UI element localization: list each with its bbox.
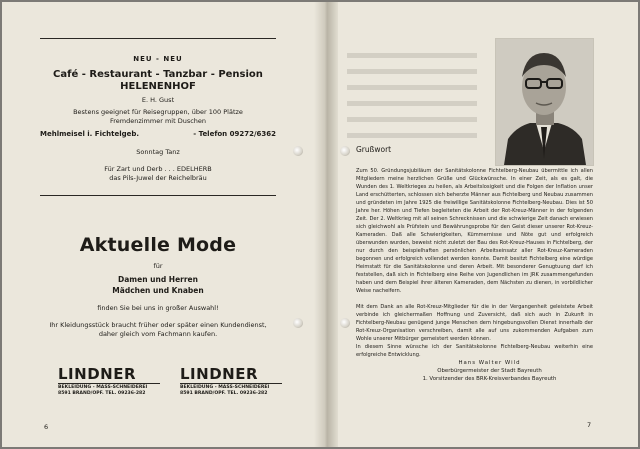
lindner-logo [180, 367, 282, 397]
portrait-photo [495, 38, 594, 166]
fashion-for: für [153, 262, 163, 270]
fashion-line-1: Damen und Herren [118, 275, 198, 284]
signature-role-1: Oberbürgermeister der Stadt Bayreuth [437, 368, 542, 374]
divider-rule [40, 195, 276, 196]
paragraph: In diesem Sinne wünsche ich der Sanitätskolonne Fichtelberg-Neubau weiterhin eine erfolgreiche Entwicklung. [356, 344, 593, 358]
booklet-spine [314, 2, 338, 447]
logo-tagline: BEKLEIDUNG - MASS-SCHNEIDEREI [180, 383, 282, 391]
fashion-tagline: finden Sie bei uns in großer Auswahl! [97, 304, 219, 312]
logo-name: LINDNER [180, 365, 258, 383]
signature-name: Hans Walter Wild [458, 360, 521, 366]
top-rule [40, 38, 276, 39]
ad-owner: E. H. Gust [141, 96, 175, 104]
signature-block [386, 359, 593, 383]
fashion-slogan-2: daher gleich vom Fachmann kaufen. [98, 330, 218, 338]
binding-hole-right [340, 318, 350, 328]
fashion-line-2: Mädchen und Knaben [112, 286, 204, 295]
logo-tagline: BEKLEIDUNG - MASS-SCHNEIDEREI [58, 383, 160, 391]
ad-business-type: Café - Restaurant - Tanzbar - Pension [53, 69, 263, 80]
fashion-heading: Aktuelle Mode [79, 234, 237, 256]
page-heading: Grußwort [356, 145, 392, 154]
page-number-left: 6 [44, 423, 49, 431]
ad-new-label: NEU - NEU [133, 55, 183, 63]
logo-address: 8591 BRAND/OPF. TEL. 09236-282 [58, 391, 146, 396]
ad-description-1: Bestens geeignet für Reisegruppen, über 100 Plätze [73, 108, 243, 116]
binding-hole-right [340, 146, 350, 156]
lindner-logo [58, 367, 160, 397]
ad-contact-line [40, 130, 276, 142]
paragraph: Zum 50. Gründungsjubiläum der Sanitätskolonne Fichtelberg-Neubau übermittle ich allen Mitgliedern meine herzlichen Grüße und Glückwünsche. In einer Zeit, als es galt, die Wunden des 1. Weltkrieges zu heilen, als Arbeitslosigkeit und die Folgen der Inflation unser Land erschütterten, schlossen sich beherzte Männer aus Fichtelberg und Neubau zusammen und gründeten im Jahre 1925 die freiwillige Sanitätskolonne Fichtelberg-Neubau. Dies ist 50 Jahre her. Höhen und Tiefen begleiteten die Arbeit der Rot-Kreuz-Männer in der folgenden Zeit. Der 2. Weltkrieg mit all seinen Schrecknissen und die schwierige Zeit danach erwiesen sich gleichwohl als Prüfstein und Bewährungsprobe für den Geist dieser unserer Rot-Kreuz-Kameraden. Daß alle Schwierigkeiten, Kümmernisse und Nöte gut und erfolgreich überwunden wurden, beweist nicht zuletzt der Bau des Rot-Kreuz-Hauses in Fichtelberg, der nur durch den beispielhaften persönlichen Arbeitseinsatz aller Rot-Kreuz-Kameraden begonnen und erfolgreich vollendet werden konnte. Damit besitzt Fichtelberg eine würdige Heimstatt für die Sanitätskolonne und deren Arbeit. Mit besonderer Genugtuung darf ich feststellen, daß sich in Fichtelberg eine Reihe von Jugendlichen im JRK zusammengefunden haben und dem Beispiel ihrer älteren Kameraden, dem Nächsten zu dienen, in vorbildlicher Weise nacheifern. [356, 168, 593, 294]
left-page-ads [40, 38, 276, 339]
ad-business-name: HELENENHOF [120, 81, 196, 92]
ad-phone: - Telefon 09272/6362 [193, 130, 276, 138]
ad-hours: Sonntag Tanz [136, 148, 180, 156]
fashion-slogan-1: Ihr Kleidungsstück braucht früher oder später einen Kundendienst, [49, 321, 267, 329]
ad-beer-line-2: das Pils-Juwel der Reichelbräu [109, 174, 207, 182]
greeting-text [356, 167, 593, 383]
binding-hole-left [293, 318, 303, 328]
page-number-right: 7 [587, 421, 592, 429]
lindner-logos [58, 367, 278, 397]
binding-hole-left [293, 146, 303, 156]
paragraph: Mit dem Dank an alle Rot-Kreuz-Mitglieder für die in der Vergangenheit geleistete Arbeit verbinde ich gleichermaßen Hoffnung und Zuversicht, daß sich auch in Zukunft in Fichtelberg-Neubau genügend junge Menschen dem hingebungsvollen Dienst innerhalb der Rot-Kreuz-Organisation verschreiben, damit alle auf uns zukommenden Aufgaben zum Wohle unserer Mitbürger gemeistert werden können. [356, 304, 593, 342]
ad-description-2: Fremdenzimmer mit Duschen [109, 117, 207, 125]
bleed-through-text [347, 42, 477, 142]
ad-beer-line-1: Für Zart und Derb . . . EDELHERB [104, 165, 212, 173]
signature-role-2: 1. Vorsitzender des BRK-Kreisverbandes Bayreuth [422, 376, 557, 382]
ad-location: Mehlmeisel i. Fichtelgeb. [40, 130, 140, 138]
logo-address: 8591 BRAND/OPF. TEL. 09236-282 [180, 391, 268, 396]
logo-name: LINDNER [58, 365, 136, 383]
